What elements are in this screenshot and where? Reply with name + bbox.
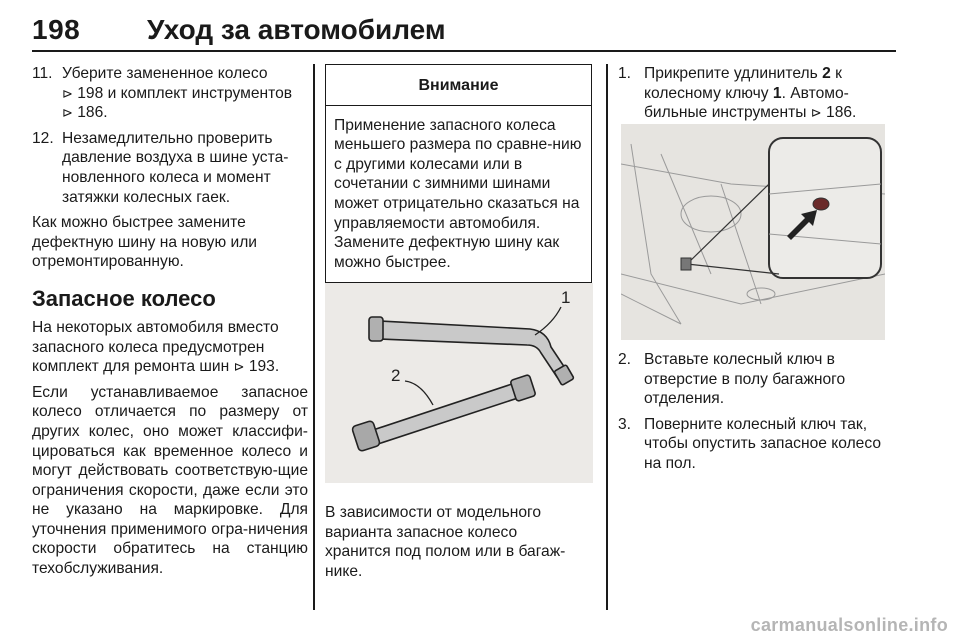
left-column — [32, 64, 308, 585]
step-text: Вставьте колесный ключ в отверстие в полу багажного отделения. — [644, 351, 846, 408]
step-text: к колесному ключу — [644, 65, 842, 102]
step-number: 11. — [32, 65, 53, 82]
page-number: 198 — [32, 14, 81, 45]
list-item — [618, 415, 890, 474]
list-item — [618, 350, 890, 409]
wheel-wrench-icon — [325, 283, 593, 483]
reference-arrow-icon: ⊳ — [233, 359, 245, 375]
bold-ref: 1 — [772, 84, 782, 102]
step-number: 1. — [618, 65, 632, 82]
paragraph — [32, 318, 308, 377]
page-reference[interactable]: 198 — [77, 84, 104, 102]
right-column — [618, 64, 890, 129]
list-item — [32, 64, 308, 123]
column-divider-2 — [606, 64, 608, 610]
reference-arrow-icon: ⊳ — [62, 85, 73, 101]
page-header — [32, 14, 896, 54]
header-divider — [32, 50, 896, 52]
step-text: Незамедлительно проверить давление воздуха в шине уста-новленного колеса и момент затяжки колесных гаек. — [62, 129, 289, 206]
figure-label-1: 1 — [561, 288, 571, 307]
page-reference[interactable]: 193. — [248, 358, 280, 376]
paragraph: Как можно быстрее замените дефектную шину на новую или отремонтированную. — [32, 214, 257, 271]
warning-title: Внимание — [326, 65, 591, 106]
reference-arrow-icon: ⊳ — [62, 105, 73, 121]
trunk-floor-icon — [621, 124, 885, 340]
list-item — [32, 129, 308, 207]
page-reference[interactable]: 186. — [77, 104, 108, 122]
trunk-illustration — [621, 124, 885, 340]
step-text: и комплект инструментов — [107, 84, 293, 102]
step-number: 2. — [618, 351, 632, 368]
right-column-steps — [618, 350, 890, 480]
wrench-illustration — [325, 283, 593, 483]
figure-label-2: 2 — [391, 366, 401, 385]
bold-ref: 2 — [822, 65, 831, 82]
middle-column — [325, 64, 593, 283]
section-title: Запасное колесо — [32, 285, 216, 311]
page-reference[interactable]: 186. — [826, 104, 857, 122]
step-text: Уберите замененное колесо — [62, 65, 268, 82]
step-text: Поверните колесный ключ так, чтобы опустить запасное колесо на пол. — [644, 415, 881, 472]
watermark: carmanualsonline.info — [750, 615, 948, 635]
column-divider-1 — [313, 64, 315, 610]
paragraph: Если устанавливаемое запасное колесо отличается по размеру от других колес, оно может классифи-цироваться как временное колесо и могут действовать соответствую-щие ограничения скорости, даже если это не указано на маркировке. Для уточнения применимого огра-ничения скорости обратитесь на станцию техобслуживания. — [32, 383, 308, 578]
step-text: Прикрепите удлинитель — [644, 65, 818, 82]
warning-box — [325, 64, 592, 283]
figure-caption: В зависимости от модельного варианта запасное колесо хранится под полом или в багаж-нике. — [325, 504, 566, 580]
list-item — [618, 64, 890, 123]
warning-text: Применение запасного колеса меньшего размера по сравне-нию с другими колесами или в сочетании с зимними шинами может отрицательно сказаться на управляемости автомобиля. Замените дефектную шину как можно быстрее. — [334, 116, 582, 271]
chapter-title: Уход за автомобилем — [147, 14, 446, 45]
step-text: . Автомо-бильные инструменты — [644, 84, 849, 122]
step-number: 12. — [32, 129, 54, 147]
reference-arrow-icon: ⊳ — [810, 105, 822, 121]
paragraph-text: На некоторых автомобиля вместо запасного колеса предусмотрен комплект для ремонта шин — [32, 318, 279, 376]
step-number: 3. — [618, 415, 632, 433]
